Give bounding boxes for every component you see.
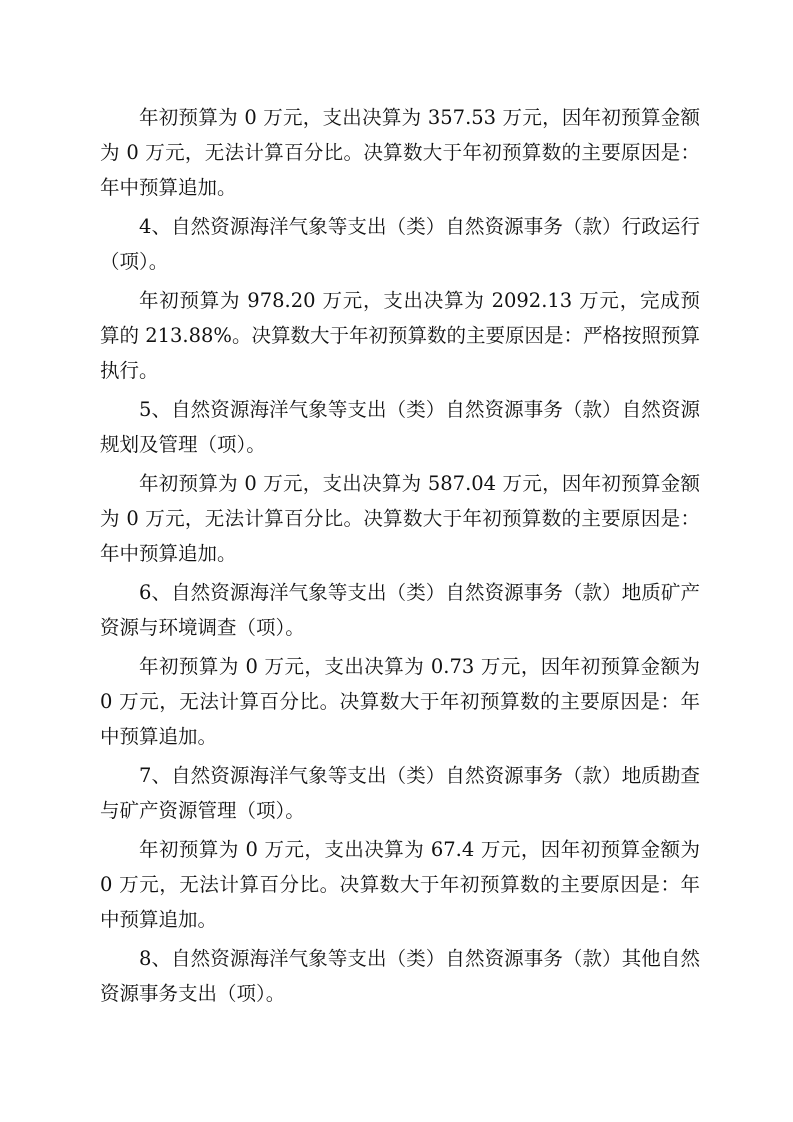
paragraph-item-heading: 5、自然资源海洋气象等支出（类）自然资源事务（款）自然资源规划及管理（项）。 — [100, 398, 700, 456]
paragraph-item-heading: 6、自然资源海洋气象等支出（类）自然资源事务（款）地质矿产资源与环境调查（项）。 — [100, 581, 700, 639]
document-body — [100, 100, 700, 1015]
paragraph-item-heading: 8、自然资源海洋气象等支出（类）自然资源事务（款）其他自然资源事务支出（项）。 — [100, 947, 700, 1005]
paragraph-item-heading: 4、自然资源海洋气象等支出（类）自然资源事务（款）行政运行（项）。 — [100, 215, 700, 273]
paragraph-budget-note: 年初预算为 0 万元，支出决算为 357.53 万元，因年初预算金额为 0 万元，无法计算百分比。决算数大于年初预算数的主要原因是：年中预算追加。 — [100, 106, 700, 199]
paragraph-budget-note: 年初预算为 0 万元，支出决算为 67.4 万元，因年初预算金额为 0 万元，无法计算百分比。决算数大于年初预算数的主要原因是：年中预算追加。 — [100, 838, 700, 931]
paragraph-budget-note: 年初预算为 978.20 万元，支出决算为 2092.13 万元，完成预算的 213.88%。决算数大于年初预算数的主要原因是：严格按照预算执行。 — [100, 289, 700, 382]
paragraph-budget-note: 年初预算为 0 万元，支出决算为 0.73 万元，因年初预算金额为 0 万元，无法计算百分比。决算数大于年初预算数的主要原因是：年中预算追加。 — [100, 655, 700, 748]
paragraph-item-heading: 7、自然资源海洋气象等支出（类）自然资源事务（款）地质勘查与矿产资源管理（项）。 — [100, 764, 700, 822]
paragraph-budget-note: 年初预算为 0 万元，支出决算为 587.04 万元，因年初预算金额为 0 万元，无法计算百分比。决算数大于年初预算数的主要原因是：年中预算追加。 — [100, 472, 700, 565]
